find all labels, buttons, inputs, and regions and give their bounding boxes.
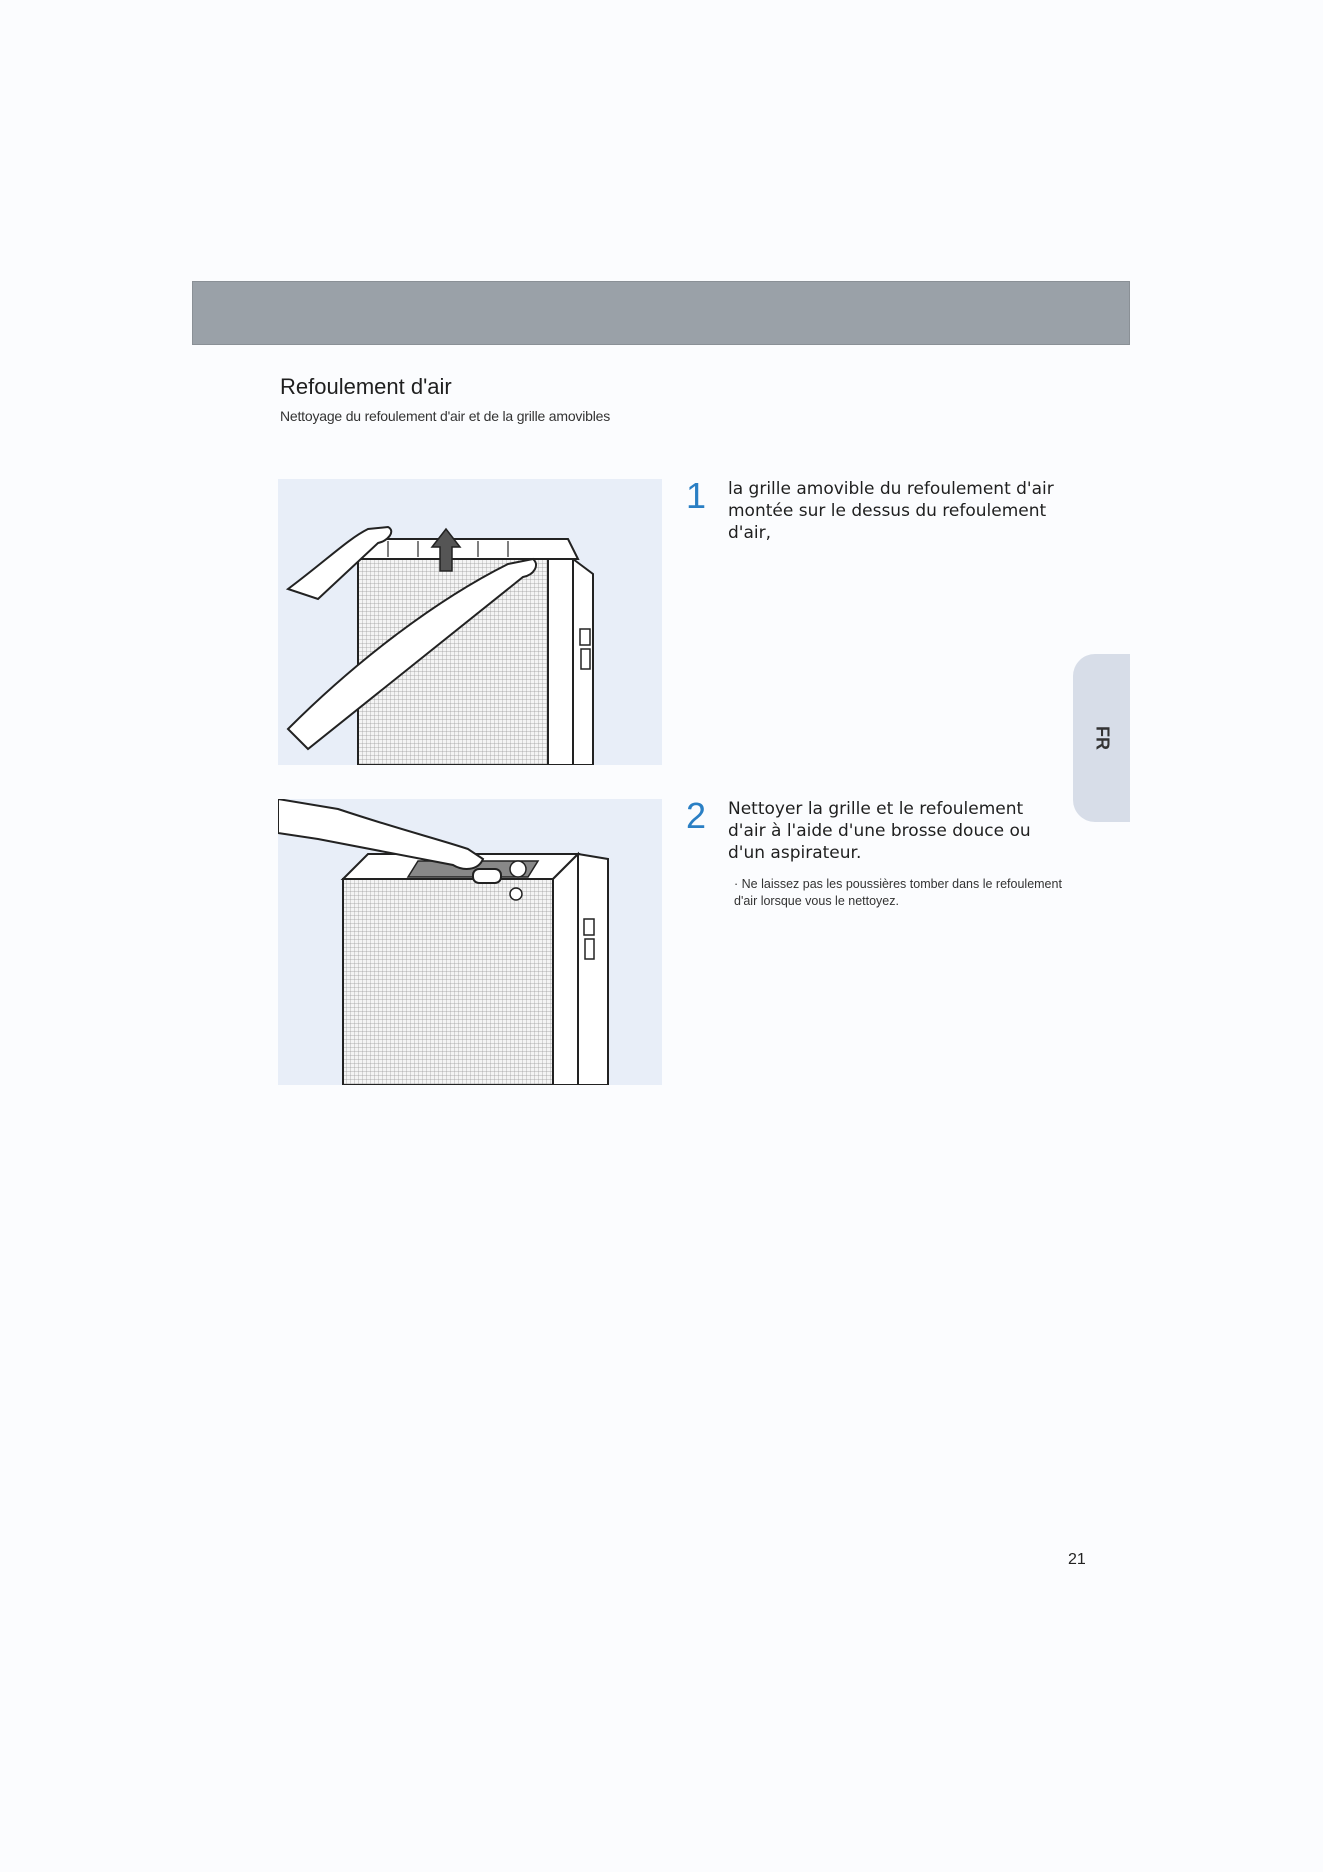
step-1-number: 1 bbox=[686, 475, 707, 516]
step-2-note: · Ne laissez pas les poussières tomber dans le refoulement d'air lorsque vous le nettoyez. bbox=[734, 877, 1062, 908]
illustration-remove-grille bbox=[278, 479, 662, 765]
step-1-text: la grille amovible du refoulement d'air montée sur le dessus du refoulement d'air, bbox=[728, 479, 1054, 543]
section-title: Refoulement d'air bbox=[280, 374, 452, 399]
purifier-clean-drawing bbox=[278, 799, 662, 1085]
language-tab bbox=[1073, 654, 1130, 822]
section-subtitle: Nettoyage du refoulement d'air et de la grille amovibles bbox=[280, 408, 610, 424]
step-2-number: 2 bbox=[686, 795, 707, 836]
language-tab-label: FR bbox=[1092, 726, 1112, 750]
header-bar bbox=[192, 281, 1130, 345]
page-number: 21 bbox=[1068, 1551, 1086, 1568]
purifier-lift-drawing bbox=[278, 479, 662, 765]
step-2-text: Nettoyer la grille et le refoulement d'air à l'aide d'une brosse douce ou d'un aspirateur. bbox=[728, 799, 1031, 863]
illustration-clean-grille bbox=[278, 799, 662, 1085]
